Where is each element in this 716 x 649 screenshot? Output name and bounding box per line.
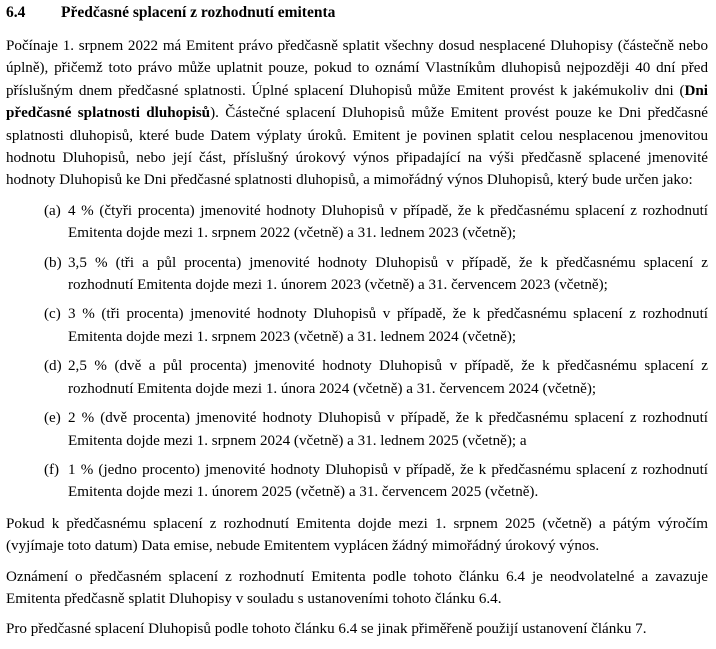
intro-text-part2: ). Částečné splacení Dluhopisů může Emitent provést pouze ke Dni předčasné splatnosti dluhopisů, které bude Datem výplaty úroků. Emitent je povinen splatit celou nesplacenou jmenovitou hodnotu Dluhopisů, nebo její část, příslušný úrokový výnos připadající na výši předčasně splacené jmenovité hodnoty Dluhopisů ke Dni předčasné splatnosti dluhopisů, a mimořádný výnos Dluhopisů, který bude určen jako: xyxy=(6,105,708,189)
clause-label: (e) xyxy=(44,410,61,427)
defined-term: Dni předčasné splatnosti dluhopisů xyxy=(6,82,708,122)
clause-label: (d) xyxy=(44,358,62,375)
clause-list xyxy=(6,200,708,504)
list-item xyxy=(6,355,708,400)
clause-text: 4 % (čtyři procenta) jmenovité hodnoty Dluhopisů v případě, že k předčasnému splacení z rozhodnutí Emitenta dojde mezi 1. srpnem 2022 (včetně) a 31. lednem 2023 (včetně); xyxy=(68,202,708,242)
intro-text-part1: Počínaje 1. srpnem 2022 má Emitent právo předčasně splatit všechny dosud nesplacené Dluhopisy (částečně nebo úplně), přičemž toto právo může uplatnit pouze, pokud to oznámí Vlastníkům dluhopisů nejpozději 40 dní před příslušným dnem předčasné splatnosti. Úplné splacení Dluhopisů může Emitent provést k jakémukoliv dni ( xyxy=(6,38,708,99)
clause-text: 3,5 % (tři a půl procenta) jmenovité hodnoty Dluhopisů v případě, že k předčasnému splacení z rozhodnutí Emitenta dojde mezi 1. únorem 2023 (včetně) a 31. červencem 2023 (včetně); xyxy=(68,254,708,294)
after-anniversary-paragraph: Pokud k předčasnému splacení z rozhodnutí Emitenta dojde mezi 1. srpnem 2025 (včetně) a pátým výročím (vyjímaje toto datum) Data emise, nebude Emitentem vyplácen žádný mimořádný úrokový výnos. xyxy=(6,515,708,555)
list-item xyxy=(6,200,708,245)
clause-text: 1 % (jedno procento) jmenovité hodnoty Dluhopisů v případě, že k předčasnému splacení z rozhodnutí Emitenta dojde mezi 1. únorem 2025 (včetně) a 31. červencem 2025 (včetně). xyxy=(68,461,708,501)
list-item xyxy=(6,252,708,297)
irrevocable-notice-paragraph: Oznámení o předčasném splacení z rozhodnutí Emitenta podle tohoto článku 6.4 je neodvolatelné a zavazuje Emitenta předčasně splatit Dluhopisy v souladu s ustanoveními tohoto článku 6.4. xyxy=(6,568,708,607)
clause-text: 2 % (dvě procenta) jmenovité hodnoty Dluhopisů v případě, že k předčasnému splacení z rozhodnutí Emitenta dojde mezi 1. srpnem 2024 (včetně) a 31. lednem 2025 (včetně); a xyxy=(68,410,708,449)
section-heading xyxy=(6,2,708,24)
cross-reference-paragraph: Pro předčasné splacení Dluhopisů podle tohoto článku 6.4 se jinak přiměřeně použijí ustanovení článku 7. xyxy=(6,621,647,638)
clause-text: 2,5 % (dvě a půl procenta) jmenovité hodnoty Dluhopisů v případě, že k předčasnému splacení z rozhodnutí Emitenta dojde mezi 1. února 2024 (včetně) a 31. červencem 2024 (včetně); xyxy=(68,358,708,397)
list-item xyxy=(6,407,708,452)
section-number: 6.4 xyxy=(6,4,26,21)
list-item xyxy=(6,459,708,504)
clause-label: (b) xyxy=(44,254,62,271)
clause-label: (a) xyxy=(44,202,61,219)
document-page xyxy=(6,2,708,649)
intro-paragraph xyxy=(6,35,708,192)
clause-label: (f) xyxy=(44,461,60,478)
list-item xyxy=(6,303,708,348)
clause-text: 3 % (tři procenta) jmenovité hodnoty Dluhopisů v případě, že k předčasnému splacení z rozhodnutí Emitenta dojde mezi 1. srpnem 2023 (včetně) a 31. lednem 2024 (včetně); xyxy=(68,306,708,345)
section-title: Předčasné splacení z rozhodnutí emitenta xyxy=(61,4,336,21)
clause-label: (c) xyxy=(44,306,61,323)
